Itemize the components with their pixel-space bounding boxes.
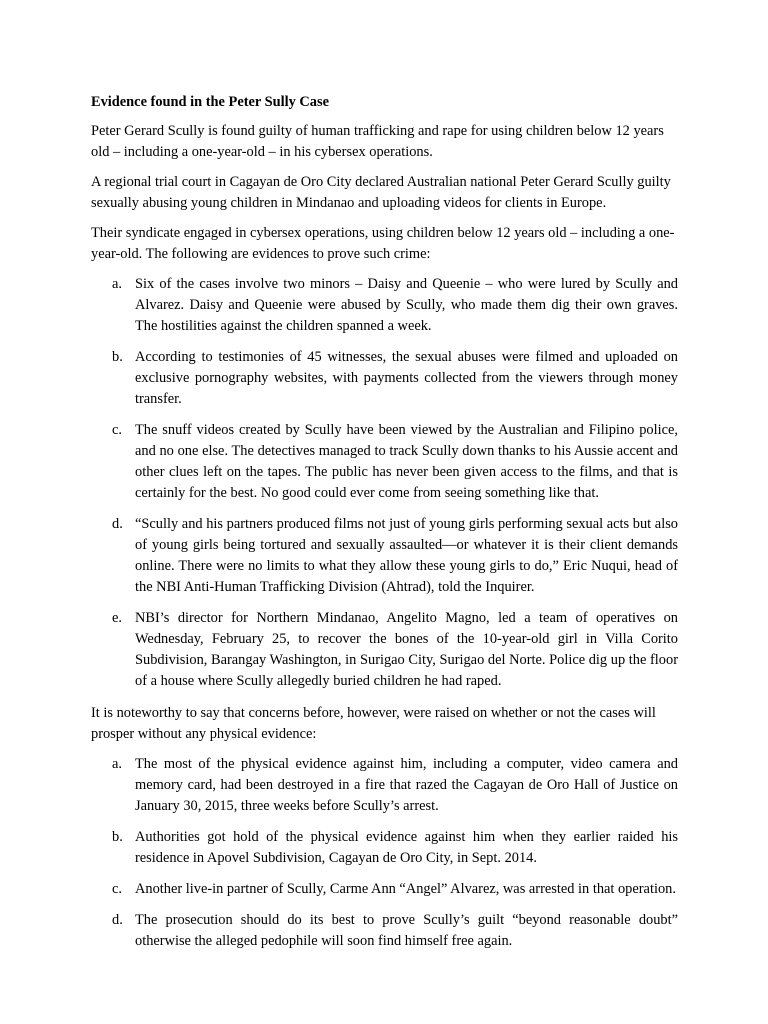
list-item-text: “Scully and his partners produced films not just of young girls performing sexual acts but also of young girls being tortured and sexually assaulted—or whatever it is their client demands online. There were no limits to what they allow these young girls to do,” Eric Nuqui, head of the NBI Anti-Human Trafficking Division (Ahtrad), told the Inquirer. (135, 516, 678, 595)
list-item-label: c. (112, 422, 122, 438)
list-item (91, 347, 678, 410)
list-item-text: Six of the cases involve two minors – Daisy and Queenie – who were lured by Scully and Alvarez. Daisy and Queenie were abused by Scully, who made them dig their own graves. The hostilities against the children spanned a week. (135, 276, 678, 334)
list-item (91, 754, 678, 817)
list-item-text: NBI’s director for Northern Mindanao, Angelito Magno, led a team of operatives on Wednesday, February 25, to recover the bones of the 10-year-old girl in Villa Corito Subdivision, Barangay Washington, in Surigao City, Surigao del Norte. Police dig up the floor of a house where Scully allegedly buried children he had raped. (135, 610, 678, 689)
document-title: Evidence found in the Peter Sully Case (91, 94, 329, 110)
list-item (91, 827, 678, 869)
list-item-text: The snuff videos created by Scully have been viewed by the Australian and Filipino police, and no one else. The detectives managed to track Scully down thanks to his Aussie accent and other clues left on the tapes. The public has never been given access to the films, and that is certainly for the best. No good could ever come from seeing something like that. (135, 422, 678, 501)
list-item (91, 420, 678, 504)
concern-list (91, 754, 678, 952)
list-item-text: Another live-in partner of Scully, Carme Ann “Angel” Alvarez, was arrested in that operation. (135, 881, 676, 897)
list-item-label: b. (112, 349, 123, 365)
list-item (91, 608, 678, 692)
list-item-label: a. (112, 276, 122, 292)
concern-paragraph: It is noteworthy to say that concerns before, however, were raised on whether or not the cases will prosper without any physical evidence: (91, 705, 656, 742)
list-item (91, 879, 678, 900)
list-item (91, 274, 678, 337)
intro-paragraph-3: Their syndicate engaged in cybersex operations, using children below 12 years old – including a one-year-old. The following are evidences to prove such crime: (91, 225, 675, 262)
list-item-label: e. (112, 610, 122, 626)
list-item-text: According to testimonies of 45 witnesses, the sexual abuses were filmed and uploaded on exclusive pornography websites, with payments collected from the viewers through money transfer. (135, 349, 678, 407)
list-item-text: The prosecution should do its best to prove Scully’s guilt “beyond reasonable doubt” otherwise the alleged pedophile will soon find himself free again. (135, 912, 678, 949)
evidence-list (91, 274, 678, 692)
intro-paragraph-1: Peter Gerard Scully is found guilty of human trafficking and rape for using children below 12 years old – including a one-year-old – in his cybersex operations. (91, 123, 664, 160)
intro-paragraph-2: A regional trial court in Cagayan de Oro City declared Australian national Peter Gerard Scully guilty sexually abusing young children in Mindanao and uploading videos for clients in Europe. (91, 174, 671, 211)
list-item-label: d. (112, 516, 123, 532)
list-item-text: Authorities got hold of the physical evidence against him when they earlier raided his residence in Apovel Subdivision, Cagayan de Oro City, in Sept. 2014. (135, 829, 678, 866)
list-item (91, 514, 678, 598)
list-item-label: a. (112, 756, 122, 772)
list-item (91, 910, 678, 952)
list-item-label: b. (112, 829, 123, 845)
list-item-text: The most of the physical evidence against him, including a computer, video camera and memory card, had been destroyed in a fire that razed the Cagayan de Oro Hall of Justice on January 30, 2015, three weeks before Scully’s arrest. (135, 756, 678, 814)
list-item-label: c. (112, 881, 122, 897)
list-item-label: d. (112, 912, 123, 928)
